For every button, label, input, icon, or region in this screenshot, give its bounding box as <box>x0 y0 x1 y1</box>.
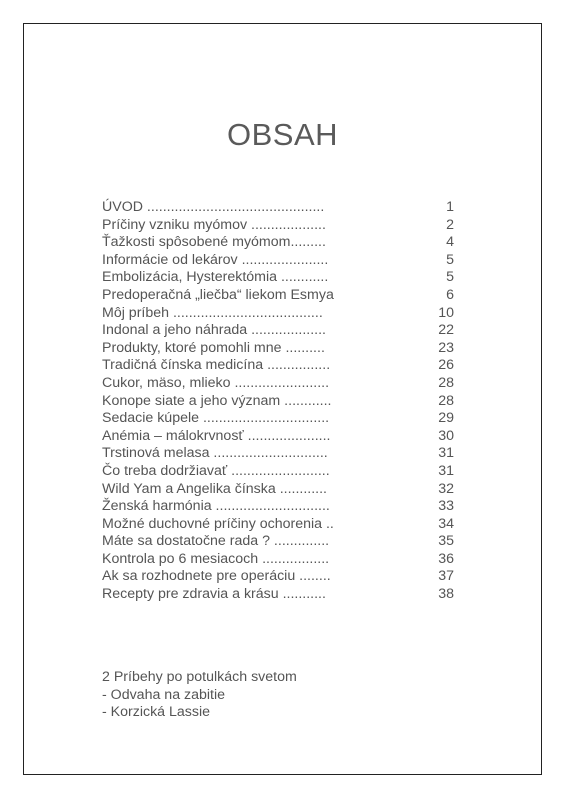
toc-entry-page: 35 <box>438 533 454 550</box>
toc-entry-label: Ženská harmónia ............................. <box>102 498 330 515</box>
toc-entry-label: Kontrola po 6 mesiacoch ................. <box>102 550 330 567</box>
toc-entry-label: Možné duchovné príčiny ochorenia .. <box>102 515 334 532</box>
toc-entry <box>102 498 462 516</box>
toc-entry <box>102 252 462 270</box>
toc-entry <box>102 322 462 340</box>
toc-entry <box>102 586 462 604</box>
toc-entry-label: Anémia – málokrvnosť ..................... <box>102 427 331 444</box>
extra-stories-list <box>102 669 297 722</box>
toc-entry-label: Cukor, mäso, mlieko ........................ <box>102 374 330 391</box>
toc-entry-page: 32 <box>438 480 454 497</box>
toc-entry-page: 4 <box>446 234 454 251</box>
page-title: OBSAH <box>226 117 339 152</box>
toc-entry-label: Embolizácia, Hysterektómia ............ <box>102 269 329 286</box>
toc-entry-page: 33 <box>438 498 454 515</box>
toc-entry <box>102 357 462 375</box>
extra-story-item: 2 Príbehy po potulkách svetom <box>102 669 297 685</box>
toc-entry-page: 26 <box>438 357 454 374</box>
toc-entry-page: 23 <box>438 339 454 356</box>
toc-entry-page: 1 <box>446 199 454 215</box>
toc-entry-label: ÚVOD ............................................. <box>102 199 325 215</box>
toc-entry <box>102 463 462 481</box>
toc-entry <box>102 481 462 499</box>
toc-entry-label: Sedacie kúpele ................................ <box>102 410 330 427</box>
toc-entry-label: Ak sa rozhodnete pre operáciu ........ <box>102 568 331 585</box>
toc-entry-page: 31 <box>438 462 454 479</box>
toc-entry <box>102 305 462 323</box>
toc-entry <box>102 340 462 358</box>
toc-entry <box>102 234 462 252</box>
toc-entry-page: 30 <box>438 427 454 444</box>
toc-entry-page: 10 <box>438 304 454 321</box>
toc-entry-page: 28 <box>438 392 454 409</box>
extra-story-item: - Korzická Lassie <box>102 704 211 721</box>
toc-entry-page: 31 <box>438 445 454 462</box>
toc-entry-label: Predoperačná „liečba“ liekom Esmya <box>102 286 334 303</box>
toc-entry-page: 36 <box>438 550 454 567</box>
toc-entry <box>102 516 462 534</box>
toc-entry-page: 2 <box>446 216 454 233</box>
toc-entry-page: 5 <box>446 251 454 268</box>
toc-entry-label: Ťažkosti spôsobené myómom......... <box>102 234 326 251</box>
toc-entry-label: Tradičná čínska medicína ................ <box>102 357 331 374</box>
toc-entry-label: Recepty pre zdravia a krásu ........... <box>102 586 326 603</box>
toc-entry-page: 28 <box>438 374 454 391</box>
toc-entry-label: Môj príbeh ...................................... <box>102 304 323 321</box>
toc-entry-page: 6 <box>446 286 454 303</box>
toc-entry-label: Wild Yam a Angelika čínska ............ <box>102 480 327 497</box>
toc-entry-page: 38 <box>438 586 454 603</box>
table-of-contents <box>102 199 462 604</box>
toc-entry <box>102 199 462 217</box>
toc-entry-label: Konope siate a jeho význam ............ <box>102 392 332 409</box>
toc-entry-page: 37 <box>438 568 454 585</box>
toc-entry-label: Indonal a jeho náhrada ................... <box>102 322 326 339</box>
toc-entry <box>102 393 462 411</box>
toc-entry <box>102 217 462 235</box>
toc-entry <box>102 428 462 446</box>
toc-entry <box>102 551 462 569</box>
toc-entry <box>102 568 462 586</box>
toc-entry-page: 29 <box>438 410 454 427</box>
toc-entry <box>102 410 462 428</box>
toc-entry <box>102 445 462 463</box>
toc-entry <box>102 269 462 287</box>
toc-entry <box>102 533 462 551</box>
toc-entry-label: Máte sa dostatočne rada ? .............. <box>102 533 330 550</box>
toc-entry-page: 22 <box>438 322 454 339</box>
toc-entry-label: Trstinová melasa ............................. <box>102 445 328 462</box>
toc-entry-label: Príčiny vzniku myómov ................... <box>102 216 326 233</box>
toc-entry <box>102 287 462 305</box>
extra-story-item: - Odvaha na zabitie <box>102 686 226 703</box>
toc-entry-label: Čo treba dodržiavať ......................... <box>102 462 330 479</box>
toc-entry-label: Produkty, ktoré pomohli mne .......... <box>102 339 325 356</box>
toc-entry <box>102 375 462 393</box>
toc-entry-page: 5 <box>446 269 454 286</box>
toc-entry-label: Informácie od lekárov ...................... <box>102 251 329 268</box>
toc-entry-page: 34 <box>438 515 454 532</box>
